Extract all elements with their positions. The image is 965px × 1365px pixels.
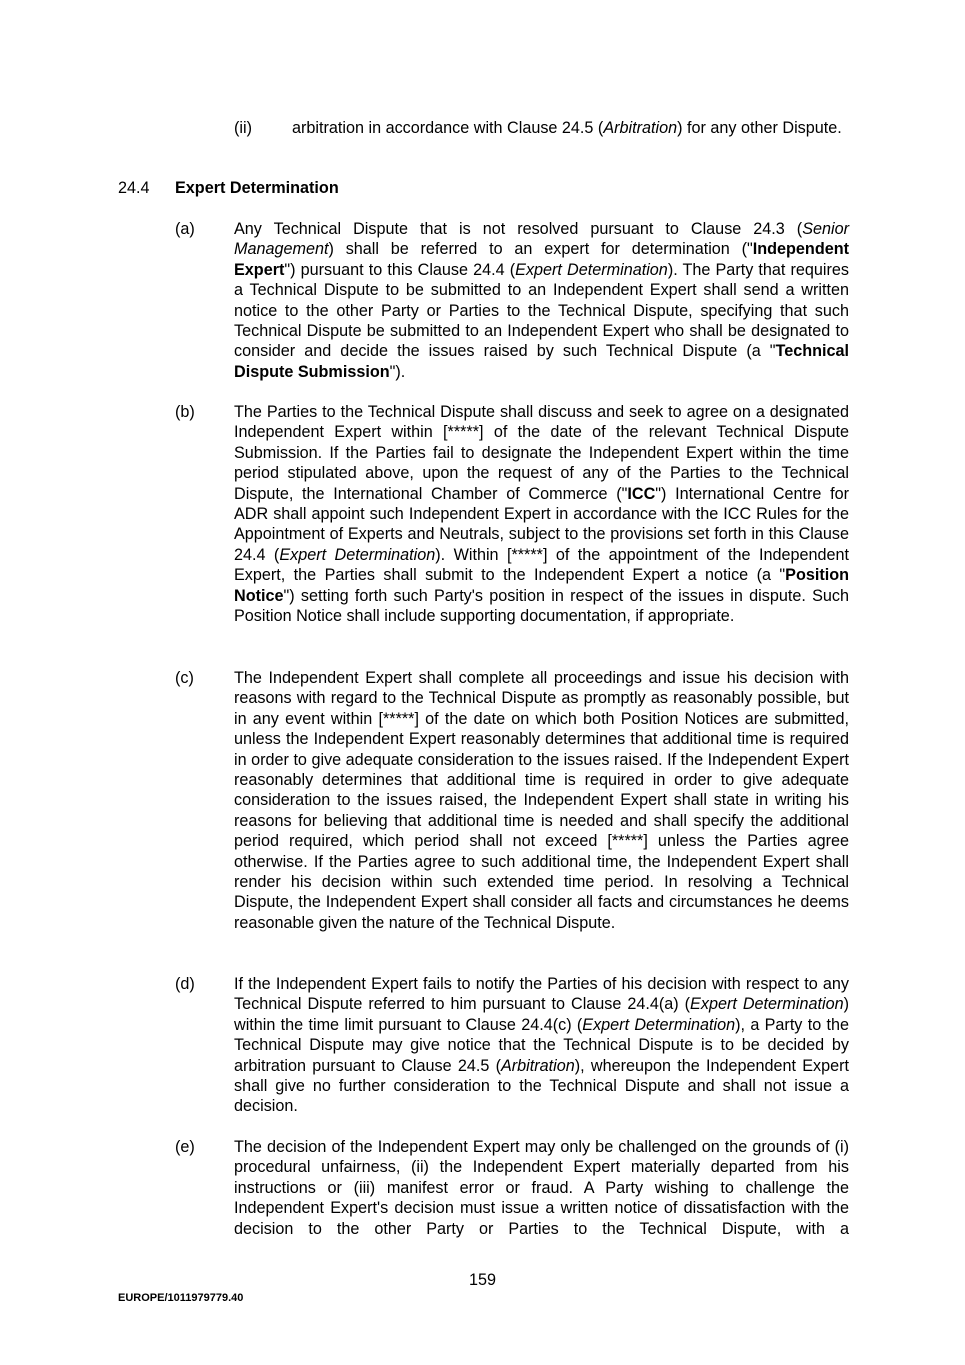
para-e-text: The decision of the Independent Expert may only be challenged on the grounds of (i) procedural unfairness, (ii) the Independent Expert materially departed from his instructions or (iii) manifest error or fraud. A Party wishing to challenge the Independent Expert's decision must issue a written notice of dissatisfaction with the decision to the other Party or Parties to the Technical Dispute, with a xyxy=(234,1138,849,1238)
section-number: 24.4 xyxy=(118,179,150,197)
para-b-text: The Parties to the Technical Dispute shall discuss and seek to agree on a designated Independent Expert within [*****] of the date of the relevant Technical Dispute Submission. If the Parties fail to designate the Independent Expert within the time period stipulated above, upon the request of any of the Parties to the Technical Dispute, the International Chamber of Commerce ("ICC") International Centre for ADR shall appoint such Independent Expert in accordance with the ICC Rules for the Appointment of Experts and Neutrals, subject to the provisions set forth in this Clause 24.4 (Expert Determination). Within [*****] of the appointment of the Independent Expert, the Parties shall submit to the Independent Expert a notice (a "Position Notice") setting forth such Party's position in respect of the issues in dispute. Such Position Notice shall include supporting documentation, if appropriate. xyxy=(234,403,849,626)
para-c-text: The Independent Expert shall complete all proceedings and issue his decision with reasons with regard to the Technical Dispute as promptly as reasonably possible, but in any event within [*****] of the date on which both Position Notices are submitted, unless the Independent Expert reasonably determines that additional time is required in order to give adequate consideration to the issues raised. If the Independent Expert reasonably determines that additional time is required in order to give adequate consideration to the issues raised, the Independent Expert shall state in writing his reasons for believing that additional time is needed and shall specify the additional period required, which period shall not exceed [*****] unless the Parties agree otherwise. If the Parties agree to such additional time, the Independent Expert shall render his decision within such extended time period. In resolving a Technical Dispute, the Independent Expert shall consider all facts and circumstances he deems reasonable given the nature of the Technical Dispute. xyxy=(234,669,849,932)
item-ii-label: (ii) xyxy=(234,119,252,137)
para-a-text: Any Technical Dispute that is not resolved pursuant to Clause 24.3 (Senior Management) shall be referred to an expert for determination ("Independent Expert") pursuant to this Clause 24.4 (Expert Determination). The Party that requires a Technical Dispute to be submitted to an Independent Expert shall send a written notice to the other Party or Parties to the Technical Dispute, specifying that such Technical Dispute be submitted to an Independent Expert who shall be designated to consider and decide the issues raised by such Technical Dispute (a "Technical Dispute Submission"). xyxy=(234,220,849,381)
para-d-text: If the Independent Expert fails to notify the Parties of his decision with respect to any Technical Dispute referred to him pursuant to Clause 24.4(a) (Expert Determination) within the time limit pursuant to Clause 24.4(c) (Expert Determination), a Party to the Technical Dispute may give notice that the Technical Dispute is to be decided by arbitration pursuant to Clause 24.5 (Arbitration), whereupon the Independent Expert shall give no further consideration to the Technical Dispute and shall not issue a decision. xyxy=(234,975,850,1116)
section-title: Expert Determination xyxy=(175,179,339,197)
para-e-label: (e) xyxy=(175,1138,195,1156)
para-c-label: (c) xyxy=(175,669,194,687)
page-number: 159 xyxy=(468,1271,496,1289)
para-d-label: (d) xyxy=(175,975,195,993)
document-reference: EUROPE/1011979779.40 xyxy=(118,1292,244,1304)
item-ii-text: arbitration in accordance with Clause 24.5 (Arbitration) for any other Dispute. xyxy=(292,119,842,137)
para-b-label: (b) xyxy=(175,403,195,421)
para-a-label: (a) xyxy=(175,220,195,238)
